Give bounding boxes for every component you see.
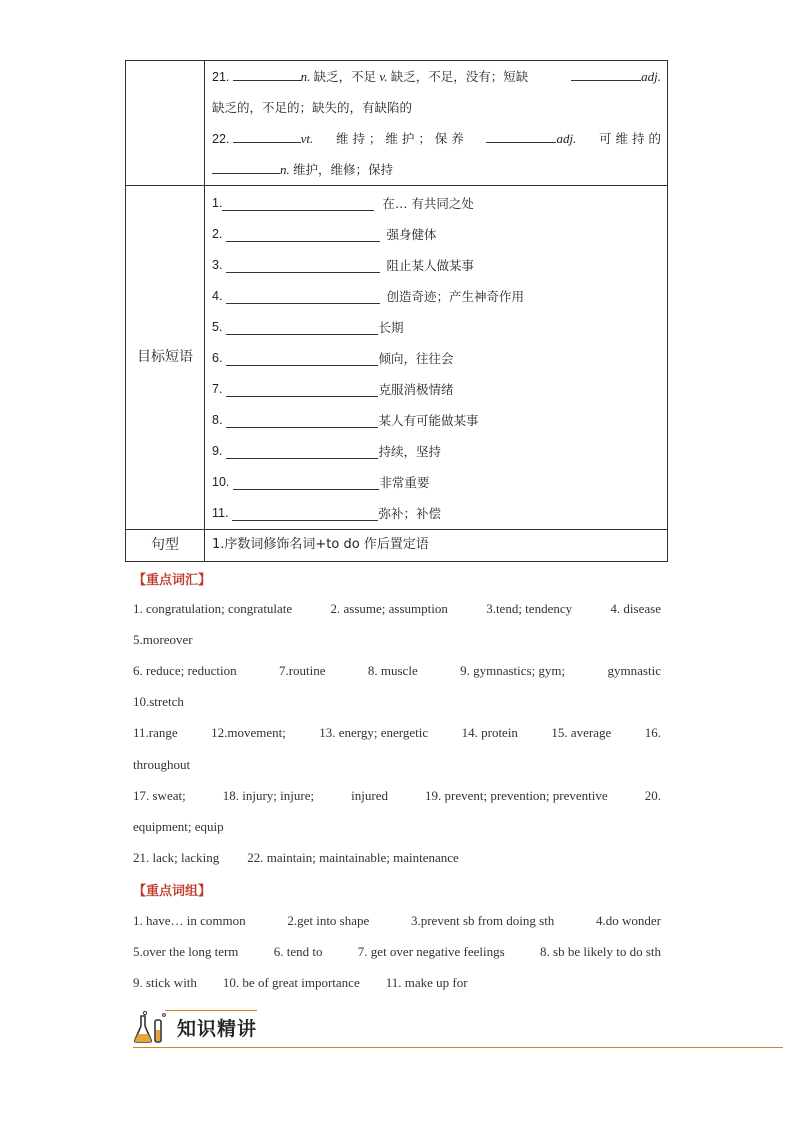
vocab-answer-line: 11.range 12.movement; 13. energy; energetic 14. protein 15. average 16.	[133, 725, 661, 740]
answer-blank[interactable]	[571, 66, 641, 81]
vocab-answer-line: 1. congratulation; congratulate 2. assume; assumption 3.tend; tendency 4. disease	[133, 601, 661, 616]
section-heading: 知识精讲	[177, 1017, 258, 1040]
answer-blank[interactable]	[212, 159, 280, 174]
phrases-content	[205, 186, 668, 530]
phrases-label: 目标短语	[126, 186, 205, 530]
sentence-row	[126, 530, 668, 562]
section-footer	[133, 1010, 257, 1044]
sentence-label: 句型	[126, 530, 205, 562]
vocab-answer-line: throughout	[133, 757, 191, 772]
lab-flask-icon	[133, 1010, 169, 1044]
vocab-answer-line: equipment; equip	[133, 819, 224, 834]
answer-blank[interactable]	[486, 128, 556, 143]
phrase-answer-line: 9. stick with 10. be of great importance 11. make up for	[133, 975, 468, 990]
vocab-22-line2: n. 维护，维修；保持	[212, 154, 661, 185]
answer-blank[interactable]	[226, 320, 378, 335]
vocab-answer-line: 17. sweat; 18. injury; injure; injured 19. prevent; prevention; preventive 20.	[133, 788, 661, 803]
answer-blank[interactable]	[233, 66, 301, 81]
phrase-item-3: 3. 阻止某人做某事	[212, 258, 474, 273]
sentence-pattern-1: 1.序数词修饰名词+to do 作后置定语	[212, 537, 429, 552]
phrases-row	[126, 186, 668, 530]
vocab-label-cell	[126, 61, 205, 186]
answer-blank[interactable]	[226, 258, 380, 273]
phrase-item-11: 11. 弥补；补偿	[212, 506, 441, 521]
sentence-content	[205, 530, 668, 562]
phrase-item-8: 8. 某人有可能做某事	[212, 413, 479, 428]
vocab-21-line2: 缺乏的，不足的；缺失的，有缺陷的	[212, 100, 413, 115]
phrase-item-6: 6. 倾向，往往会	[212, 351, 454, 366]
vocab-22-line1: 22. vt. 维 持 ； 维 护 ； 保 养 adj. 可 维 持 的	[212, 123, 661, 154]
vocab-answer-line: 21. lack; lacking 22. maintain; maintainable; maintenance	[133, 850, 459, 865]
phrase-answer-line: 5.over the long term 6. tend to 7. get over negative feelings 8. sb be likely to do sth	[133, 944, 661, 959]
answer-blank[interactable]	[232, 506, 378, 521]
vocab-21-line1: 21. n. 缺乏，不足 v. 缺乏，不足，没有；短缺 adj.	[212, 61, 661, 92]
vocab-row-21-22	[126, 61, 668, 186]
vocab-answers-title: 【重点词汇】	[133, 573, 212, 588]
phrase-item-10: 10. 非常重要	[212, 475, 430, 490]
phrase-item-5: 5. 长期	[212, 320, 404, 335]
answer-blank[interactable]	[226, 351, 378, 366]
answer-blank[interactable]	[222, 196, 374, 211]
answer-blank[interactable]	[233, 475, 379, 490]
phrase-item-9: 9. 持续，坚持	[212, 444, 441, 459]
phrase-answer-line: 1. have… in common 2.get into shape 3.prevent sb from doing sth 4.do wonder	[133, 913, 661, 928]
footer-rule	[133, 1047, 783, 1048]
vocab-content-cell	[205, 61, 668, 186]
phrase-item-2: 2. 强身健体	[212, 227, 437, 242]
answer-blank[interactable]	[233, 128, 301, 143]
phrase-item-4: 4. 创造奇迹；产生神奇作用	[212, 289, 524, 304]
phrase-item-7: 7. 克服消极情绪	[212, 382, 454, 397]
vocab-answer-line: 6. reduce; reduction 7.routine 8. muscle 9. gymnastics; gym; gymnastic	[133, 663, 661, 678]
answer-blank[interactable]	[226, 382, 378, 397]
answer-blank[interactable]	[226, 413, 378, 428]
answer-blank[interactable]	[226, 444, 378, 459]
answer-blank[interactable]	[226, 289, 380, 304]
phrase-item-1: 1. 在… 有共同之处	[212, 196, 474, 211]
phrase-answers-title: 【重点词组】	[133, 884, 212, 899]
vocab-answer-line: 5.moreover	[133, 632, 193, 647]
answer-blank[interactable]	[226, 227, 380, 242]
vocab-answer-line: 10.stretch	[133, 694, 184, 709]
vocab-table	[125, 60, 668, 562]
